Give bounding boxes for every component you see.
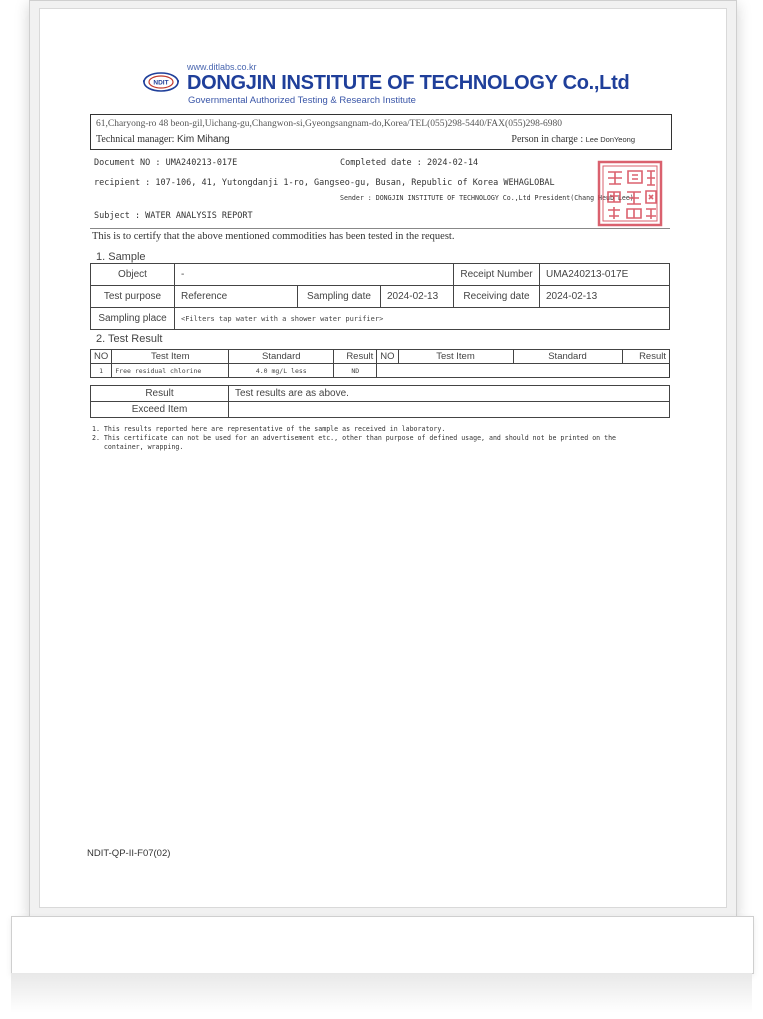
test-result-value: ND: [334, 364, 377, 378]
technical-manager-name: Kim Mihang: [176, 134, 230, 145]
column-header: NO: [377, 350, 398, 364]
column-header: Test Item: [112, 350, 229, 364]
technical-manager-label: Technical manager:: [96, 134, 175, 145]
column-header: Test Item: [398, 350, 513, 364]
test-purpose-label: Test purpose: [91, 286, 175, 308]
person-in-charge-label: Person in charge :: [511, 134, 584, 145]
subject: Subject : WATER ANALYSIS REPORT: [94, 211, 253, 221]
company-logo-icon: [143, 72, 179, 92]
logo-text: NDIT: [153, 79, 169, 87]
receipt-number-value: UMA240213-017E: [540, 264, 670, 286]
table-header-row: [91, 350, 670, 364]
row-number: 1: [91, 364, 112, 378]
bottom-shadow: [11, 973, 752, 1013]
receiving-date-label: Receiving date: [454, 286, 540, 308]
column-header: NO: [91, 350, 112, 364]
table-row: [91, 402, 670, 418]
column-header: Standard: [513, 350, 622, 364]
test-item: Free residual chlorine: [112, 364, 229, 378]
exceed-item-value: [229, 402, 670, 418]
form-code: NDIT-QP-II-F07(02): [87, 848, 171, 859]
column-header: Result: [334, 350, 377, 364]
test-result-table: [90, 349, 670, 378]
address-box: [90, 114, 672, 150]
recipient: recipient : 107-106, 41, Yutongdanji 1-ro, Gangseo-gu, Busan, Republic of Korea WEHAGLOBAL: [94, 178, 555, 188]
receiving-date-value: 2024-02-13: [540, 286, 670, 308]
exceed-item-label: Exceed Item: [91, 402, 229, 418]
completed-date: Completed date : 2024-02-14: [340, 158, 479, 168]
column-header: Result: [622, 350, 670, 364]
note-line: 2. This certificate can not be used for an advertisement etc., other than purpose of defined usage, and should not be printed on the: [92, 434, 617, 442]
column-header: Standard: [229, 350, 334, 364]
header-divider: [90, 228, 670, 229]
company-url[interactable]: www.ditlabs.co.kr: [187, 62, 257, 72]
result-value: Test results are as above.: [229, 386, 670, 402]
table-row: [91, 386, 670, 402]
sampling-place-value: <Filters tap water with a shower water purifier>: [175, 308, 670, 330]
sample-heading: 1. Sample: [96, 251, 146, 263]
company-name: DONGJIN INSTITUTE OF TECHNOLOGY Co.,Ltd: [187, 72, 630, 94]
note-line: container, wrapping.: [92, 443, 184, 451]
table-row: [91, 286, 670, 308]
table-row: [91, 308, 670, 330]
document-number: Document NO : UMA240213-017E: [94, 158, 238, 168]
sender: Sender : DONGJIN INSTITUTE OF TECHNOLOGY Co.,Ltd President(Chang Heub Lee): [340, 194, 634, 202]
summary-table: [90, 385, 670, 418]
receipt-number-label: Receipt Number: [454, 264, 540, 286]
sampling-date-value: 2024-02-13: [381, 286, 454, 308]
sampling-place-label: Sampling place: [91, 308, 175, 330]
company-address: 61,Charyong-ro 48 beon-gil,Uichang-gu,Changwon-si,Gyeongsangnam-do,Korea/TEL(055)298-5440/FAX(055)298-6980: [96, 119, 563, 129]
bottom-panel: [11, 916, 754, 974]
test-standard: 4.0 mg/L less: [229, 364, 334, 378]
object-label: Object: [91, 264, 175, 286]
person-in-charge-name: Lee DonYeong: [585, 135, 635, 144]
object-value: -: [175, 264, 454, 286]
test-purpose-value: Reference: [175, 286, 298, 308]
table-row: [91, 264, 670, 286]
person-in-charge: [511, 134, 635, 145]
company-tagline: Governmental Authorized Testing & Research Institute: [188, 95, 416, 106]
table-row: [91, 364, 670, 378]
certification-statement: This is to certify that the above mentioned commodities has been tested in the request.: [92, 231, 455, 242]
sampling-date-label: Sampling date: [298, 286, 381, 308]
technical-manager: [96, 134, 230, 145]
note-line: 1. This results reported here are representative of the sample as received in laboratory.: [92, 425, 446, 433]
notes: [92, 425, 616, 452]
result-label: Result: [91, 386, 229, 402]
sample-table: [90, 263, 670, 330]
official-seal-stamp: [597, 160, 663, 227]
test-result-heading: 2. Test Result: [96, 333, 163, 345]
empty-cell: [377, 364, 670, 378]
